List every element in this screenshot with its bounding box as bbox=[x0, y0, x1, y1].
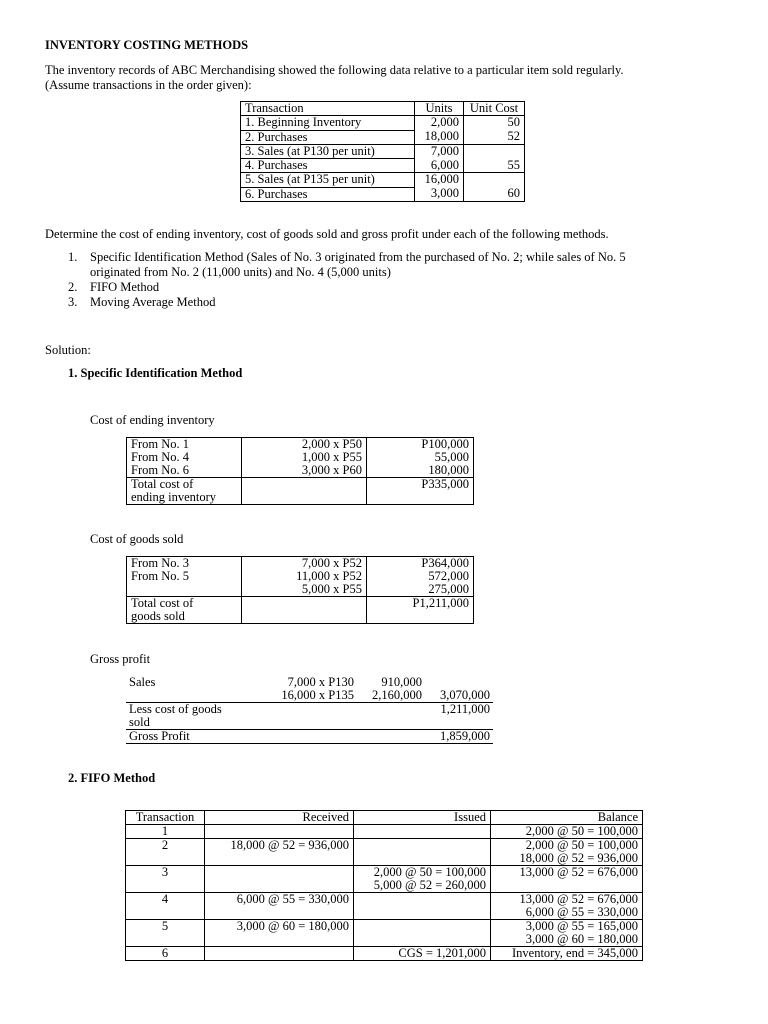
empty-cell bbox=[267, 730, 357, 744]
table-row bbox=[241, 130, 525, 144]
fifo-balance bbox=[491, 893, 643, 920]
transaction-label: 4. Purchases bbox=[241, 159, 415, 173]
transaction-label: 6. Purchases bbox=[241, 187, 415, 201]
fifo-issued-line: CGS = 1,201,000 bbox=[398, 946, 486, 960]
table-row bbox=[126, 730, 493, 744]
transaction-cost: 50 bbox=[507, 115, 520, 130]
fifo-issued bbox=[354, 839, 491, 866]
table-row bbox=[126, 825, 643, 839]
sales-calc: 16,000 x P135 bbox=[267, 689, 357, 703]
row-calc: 5,000 x P55 bbox=[242, 583, 367, 597]
cogs-table bbox=[126, 556, 474, 624]
row-calc: 11,000 x P52 bbox=[242, 570, 367, 583]
fifo-transaction: 2 bbox=[126, 839, 205, 866]
fifo-balance bbox=[491, 920, 643, 947]
fifo-issued-line: 2,000 @ 50 = 100,000 bbox=[373, 865, 486, 879]
fifo-issued bbox=[354, 947, 491, 961]
fifo-issued-line: 5,000 @ 52 = 260,000 bbox=[373, 878, 486, 892]
row-label: From No. 3 bbox=[127, 557, 242, 571]
transactions-table bbox=[240, 101, 525, 202]
transaction-label: 2. Purchases bbox=[241, 130, 415, 144]
row-calc: 2,000 x P50 bbox=[242, 438, 367, 452]
list-item bbox=[68, 280, 626, 295]
ending-inventory-table bbox=[126, 437, 474, 505]
fifo-received-line: 18,000 @ 52 = 936,000 bbox=[230, 838, 349, 852]
fifo-received bbox=[205, 825, 354, 839]
transaction-cost: 52 bbox=[464, 130, 525, 144]
list-item-number: 3. bbox=[68, 295, 78, 309]
document-title: INVENTORY COSTING METHODS bbox=[45, 38, 249, 52]
sales-amount: 2,160,000 bbox=[357, 689, 425, 703]
transaction-units: 3,000 bbox=[415, 187, 464, 201]
header-transaction: Transaction bbox=[241, 102, 415, 116]
empty-cell bbox=[267, 703, 357, 730]
table-row bbox=[126, 703, 493, 730]
row-calc: 3,000 x P60 bbox=[242, 464, 367, 478]
table-row bbox=[126, 689, 493, 703]
table-row bbox=[127, 438, 474, 452]
transaction-cost: 60 bbox=[507, 186, 520, 201]
fifo-balance-line: 18,000 @ 52 = 936,000 bbox=[519, 851, 638, 865]
intro-line-2: (Assume transactions in the order given): bbox=[45, 78, 252, 92]
row-label: From No. 6 bbox=[127, 464, 242, 478]
fifo-balance-line: 13,000 @ 52 = 676,000 bbox=[519, 892, 638, 906]
list-item bbox=[68, 295, 626, 310]
transaction-units: 6,000 bbox=[415, 159, 464, 173]
fifo-balance-line: Inventory, end = 345,000 bbox=[511, 946, 638, 960]
empty-cell bbox=[242, 478, 367, 505]
question-text: Determine the cost of ending inventory, cost of goods sold and gross profit under each of the following methods. bbox=[45, 227, 609, 241]
table-row bbox=[127, 570, 474, 583]
table-row bbox=[241, 116, 525, 130]
table-row bbox=[241, 144, 525, 158]
transaction-cost: 55 bbox=[464, 159, 525, 173]
row-amount: 55,000 bbox=[434, 450, 469, 464]
row-calc: 7,000 x P52 bbox=[242, 557, 367, 571]
list-item bbox=[68, 250, 626, 265]
fifo-header-received: Received bbox=[205, 811, 354, 825]
transaction-label: 5. Sales (at P135 per unit) bbox=[241, 173, 415, 187]
row-amount: 572,000 bbox=[428, 569, 469, 583]
total-amount: P1,211,000 bbox=[367, 597, 474, 624]
sales-label: Sales bbox=[129, 675, 156, 689]
transactions-header-row bbox=[241, 102, 525, 116]
less-label-line1: Less cost of goods bbox=[129, 702, 222, 716]
ending-inventory-label: Cost of ending inventory bbox=[90, 413, 215, 427]
fifo-received bbox=[205, 839, 354, 866]
transaction-label: 3. Sales (at P130 per unit) bbox=[241, 144, 415, 158]
fifo-header-row bbox=[126, 811, 643, 825]
total-label bbox=[127, 597, 242, 624]
fifo-issued bbox=[354, 920, 491, 947]
fifo-transaction: 4 bbox=[126, 893, 205, 920]
fifo-header-transaction: Transaction bbox=[126, 811, 205, 825]
fifo-header-balance: Balance bbox=[491, 811, 643, 825]
row-amount: P364,000 bbox=[421, 556, 469, 570]
total-label-line1: Total cost of bbox=[131, 596, 194, 610]
intro-text bbox=[45, 63, 624, 93]
sales-total: 3,070,000 bbox=[425, 689, 493, 703]
table-row bbox=[241, 159, 525, 173]
list-item-text: Moving Average Method bbox=[90, 295, 216, 309]
fifo-received bbox=[205, 893, 354, 920]
total-label-line2: goods sold bbox=[131, 609, 185, 623]
fifo-balance-line: 3,000 @ 60 = 180,000 bbox=[525, 932, 638, 946]
fifo-balance bbox=[491, 866, 643, 893]
fifo-received bbox=[205, 947, 354, 961]
fifo-received bbox=[205, 920, 354, 947]
transaction-units: 18,000 bbox=[415, 130, 464, 144]
intro-line-1: The inventory records of ABC Merchandising showed the following data relative to a particular item sold regularly. bbox=[45, 63, 624, 77]
row-label: From No. 1 bbox=[127, 438, 242, 452]
transaction-cost bbox=[464, 173, 525, 187]
total-label-line1: Total cost of bbox=[131, 477, 194, 491]
row-amount: 180,000 bbox=[428, 463, 469, 477]
fifo-header-issued: Issued bbox=[354, 811, 491, 825]
fifo-balance-line: 2,000 @ 50 = 100,000 bbox=[525, 838, 638, 852]
table-row bbox=[126, 947, 643, 961]
row-label bbox=[127, 583, 242, 597]
transaction-label: 1. Beginning Inventory bbox=[241, 116, 415, 130]
total-label-line2: ending inventory bbox=[131, 490, 217, 504]
total-amount: P335,000 bbox=[367, 478, 474, 505]
gross-profit-label: Gross profit bbox=[90, 652, 151, 666]
list-item-text: Specific Identification Method (Sales of No. 3 originated from the purchased of No. 2; while sales of No. 5 bbox=[90, 250, 626, 264]
fifo-balance-line: 2,000 @ 50 = 100,000 bbox=[525, 824, 638, 838]
fifo-received bbox=[205, 866, 354, 893]
list-item-text: FIFO Method bbox=[90, 280, 160, 294]
table-row bbox=[127, 478, 474, 505]
empty-cell bbox=[357, 730, 425, 744]
fifo-issued bbox=[354, 893, 491, 920]
empty-cell bbox=[357, 703, 425, 730]
fifo-balance-line: 6,000 @ 55 = 330,000 bbox=[525, 905, 638, 919]
gross-profit-table bbox=[126, 676, 493, 744]
less-label-line2: sold bbox=[129, 715, 150, 729]
gross-profit-row-label: Gross Profit bbox=[126, 730, 267, 744]
table-row bbox=[127, 583, 474, 597]
less-cogs-label bbox=[126, 703, 267, 730]
gross-profit-amount: 1,859,000 bbox=[425, 730, 493, 744]
row-amount: 275,000 bbox=[428, 582, 469, 596]
row-label: From No. 5 bbox=[127, 570, 242, 583]
row-amount: P100,000 bbox=[421, 437, 469, 451]
sales-calc: 7,000 x P130 bbox=[287, 675, 354, 689]
empty-cell bbox=[126, 689, 267, 703]
cogs-label: Cost of goods sold bbox=[90, 532, 184, 546]
list-item-continued: originated from No. 2 (11,000 units) and No. 4 (5,000 units) bbox=[90, 265, 391, 279]
fifo-table bbox=[125, 810, 643, 961]
table-row bbox=[127, 557, 474, 571]
table-row bbox=[127, 464, 474, 478]
empty-cell bbox=[242, 597, 367, 624]
less-cogs-amount: 1,211,000 bbox=[425, 703, 493, 730]
fifo-received-line: 3,000 @ 60 = 180,000 bbox=[236, 919, 349, 933]
fifo-balance-line: 13,000 @ 52 = 676,000 bbox=[519, 865, 638, 879]
header-units: Units bbox=[415, 102, 464, 116]
transaction-units: 16,000 bbox=[415, 173, 464, 187]
list-item-number: 1. bbox=[68, 250, 78, 264]
row-label: From No. 4 bbox=[127, 451, 242, 464]
fifo-issued bbox=[354, 866, 491, 893]
transaction-cost bbox=[464, 144, 525, 158]
transaction-units: 7,000 bbox=[415, 144, 464, 158]
section-2-title: 2. FIFO Method bbox=[68, 771, 156, 785]
row-calc: 1,000 x P55 bbox=[242, 451, 367, 464]
table-row bbox=[241, 173, 525, 187]
solution-label: Solution: bbox=[45, 343, 91, 357]
transaction-units: 2,000 bbox=[415, 116, 464, 130]
table-row bbox=[126, 866, 643, 893]
table-row bbox=[126, 839, 643, 866]
fifo-received-line: 6,000 @ 55 = 330,000 bbox=[236, 892, 349, 906]
fifo-transaction: 3 bbox=[126, 866, 205, 893]
fifo-balance bbox=[491, 839, 643, 866]
table-row bbox=[126, 920, 643, 947]
header-unit-cost: Unit Cost bbox=[464, 102, 525, 116]
fifo-balance bbox=[491, 825, 643, 839]
fifo-balance-line: 3,000 @ 55 = 165,000 bbox=[525, 919, 638, 933]
table-row bbox=[241, 187, 525, 201]
fifo-balance bbox=[491, 947, 643, 961]
fifo-transaction: 6 bbox=[126, 947, 205, 961]
table-row bbox=[126, 893, 643, 920]
fifo-transaction: 5 bbox=[126, 920, 205, 947]
section-1-title: 1. Specific Identification Method bbox=[68, 366, 243, 380]
methods-list bbox=[68, 250, 626, 310]
total-label bbox=[127, 478, 242, 505]
sales-amount: 910,000 bbox=[381, 675, 422, 689]
fifo-issued bbox=[354, 825, 491, 839]
list-item-number: 2. bbox=[68, 280, 78, 294]
table-row bbox=[127, 597, 474, 624]
fifo-transaction: 1 bbox=[126, 825, 205, 839]
